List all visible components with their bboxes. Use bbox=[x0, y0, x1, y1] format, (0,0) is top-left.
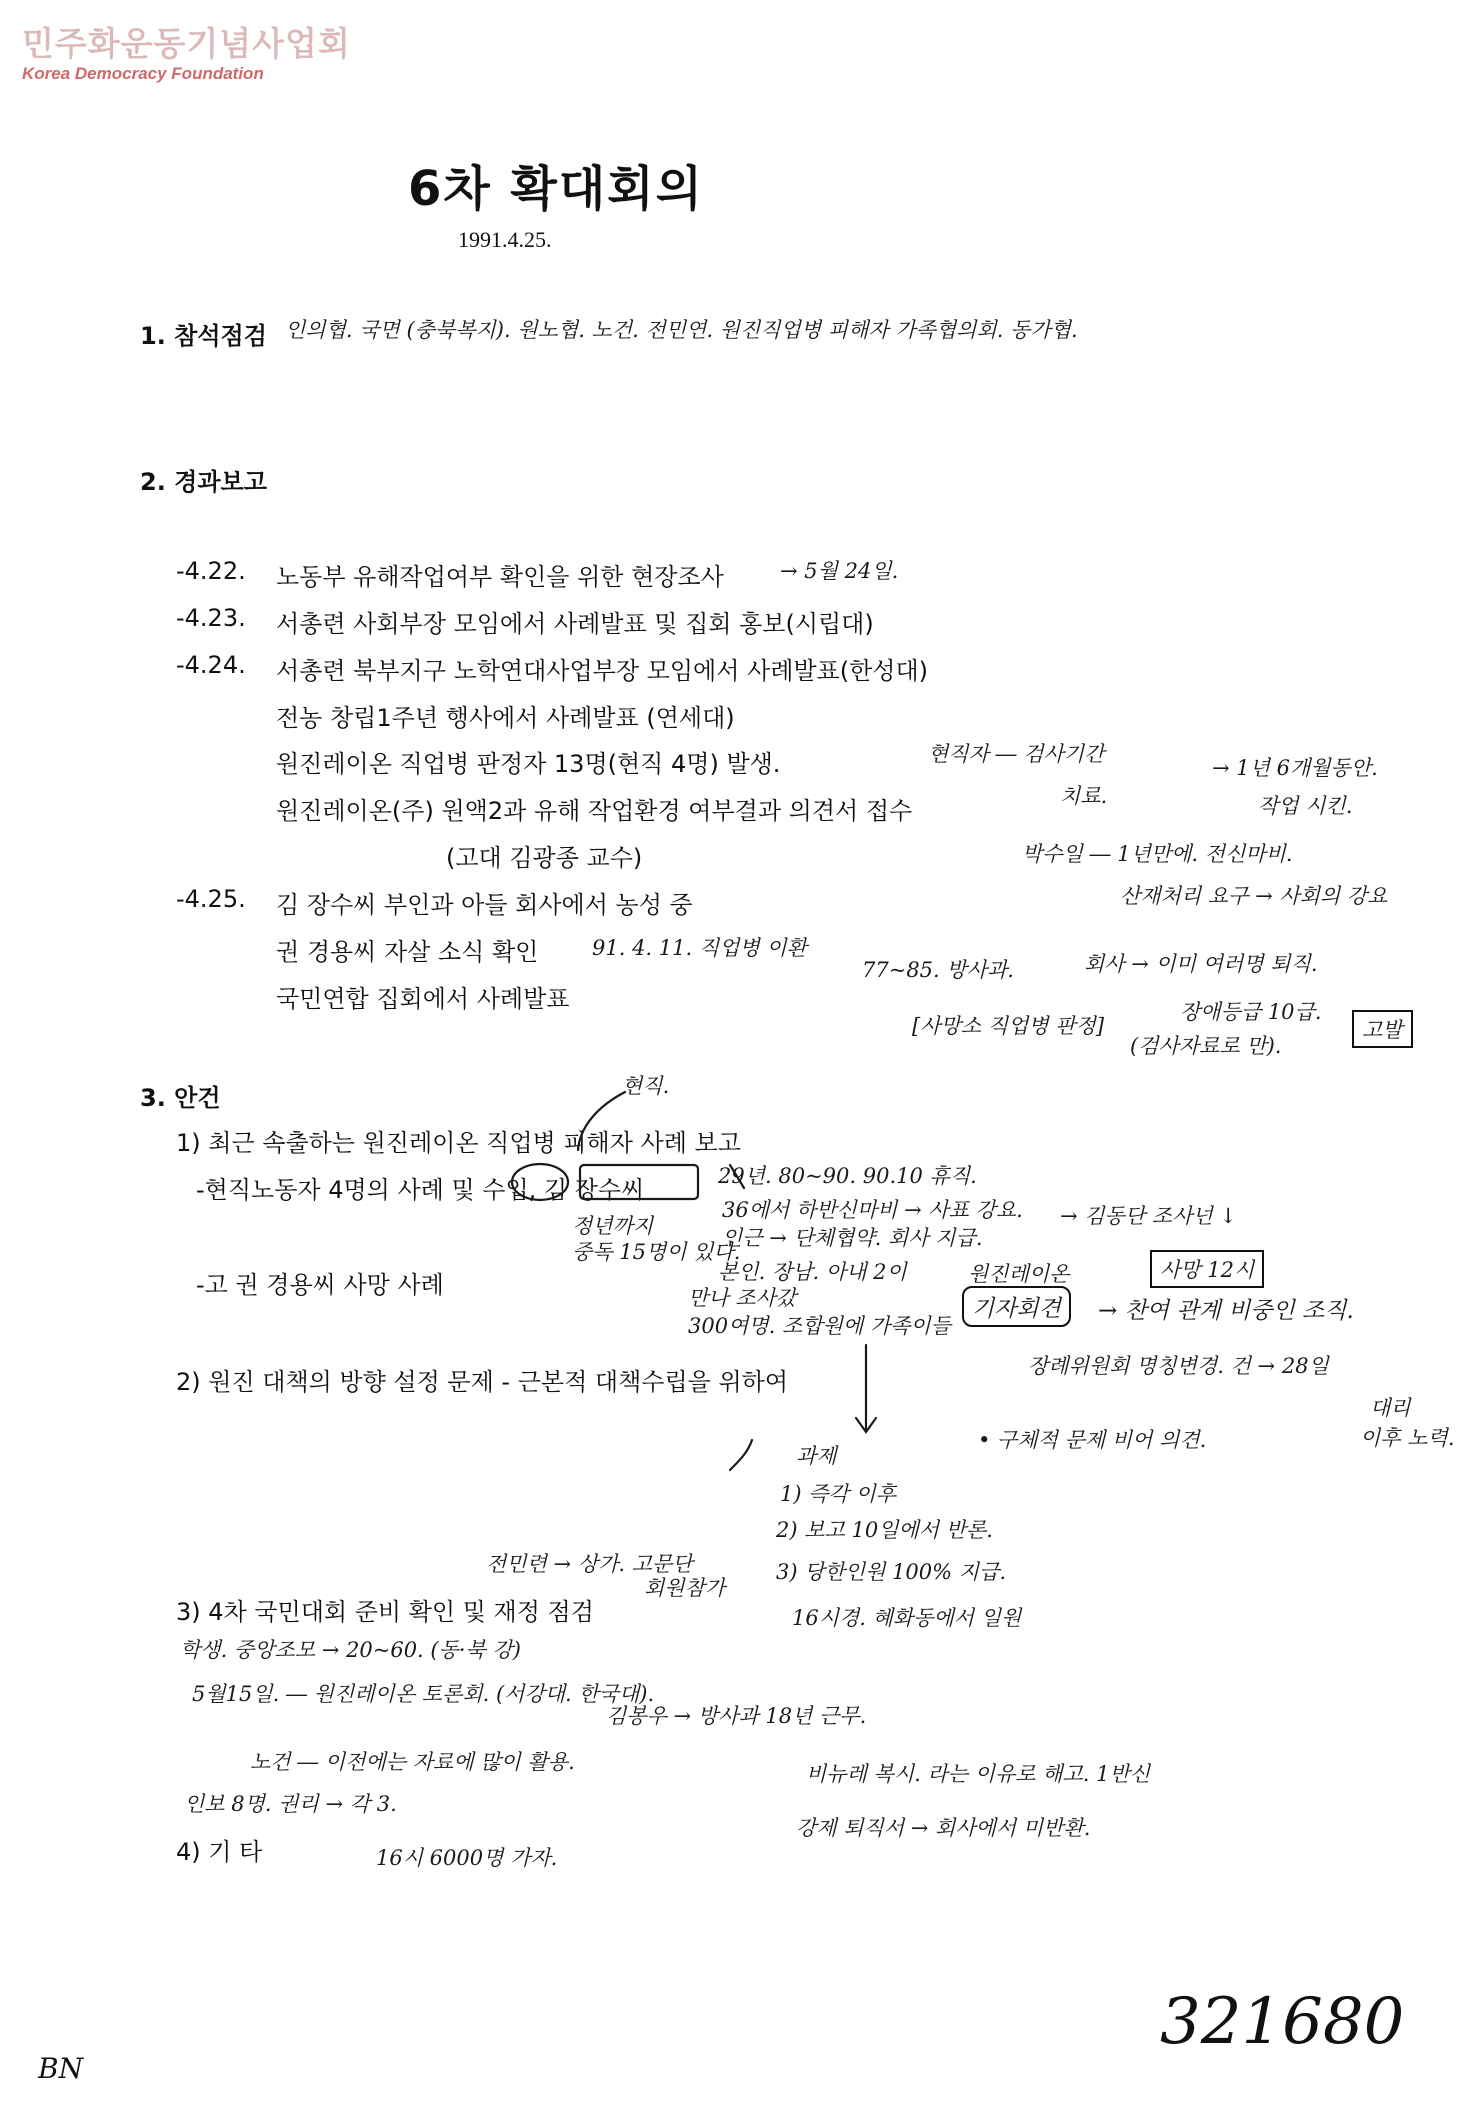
handwritten-note: 고발 bbox=[1352, 1010, 1413, 1048]
report-text: 원진레이온(주) 원액2과 유해 작업환경 여부결과 의견서 접수 bbox=[276, 797, 913, 825]
page-number: 321680 bbox=[1160, 1985, 1405, 2059]
handwritten-note: 대리 bbox=[1370, 1396, 1411, 1420]
handwritten-note: 현직자 ― 검사기간 bbox=[928, 742, 1105, 766]
handwritten-note: 비뉴레 복시. 라는 이유로 해고. 1반신 bbox=[806, 1762, 1151, 1786]
handwritten-note: 장례위원회 명칭변경. 건 → 28일 bbox=[1028, 1354, 1329, 1378]
handwritten-note: 정년까지 bbox=[572, 1214, 654, 1238]
handwritten-note: → 김동단 조사넌 ↓ bbox=[1060, 1204, 1237, 1228]
report-date: -4.25. bbox=[176, 885, 246, 913]
report-text: 국민연합 집회에서 사례발표 bbox=[276, 985, 570, 1013]
agenda-item: 2) 원진 대책의 방향 설정 문제 - 근본적 대책수립을 위하여 bbox=[176, 1368, 788, 1396]
report-text: 김 장수씨 부인과 아들 회사에서 농성 중 bbox=[276, 891, 693, 919]
handwritten-note: 과제 bbox=[796, 1444, 837, 1468]
handwritten-note: 2) 보고 10일에서 반론. bbox=[776, 1518, 993, 1542]
handwritten-note: 1) 즉각 이후 bbox=[780, 1482, 897, 1506]
handwritten-note: 인보 8명. 권리 → 각 3. bbox=[184, 1792, 397, 1816]
report-text: 원진레이온 직업병 판정자 13명(현직 4명) 발생. bbox=[276, 750, 781, 778]
handwritten-note: 300여명. 조합원에 가족이들 bbox=[688, 1314, 951, 1338]
handwritten-note: 기자회견 bbox=[962, 1286, 1071, 1327]
handwritten-note: 전민련 → 상가. 고문단 bbox=[486, 1552, 693, 1576]
report-text: 권 경용씨 자살 소식 확인 bbox=[276, 938, 539, 966]
report-text: 서총련 사회부장 모임에서 사례발표 및 집회 홍보(시립대) bbox=[276, 610, 874, 638]
report-text: 전농 창립1주년 행사에서 사례발표 (연세대) bbox=[276, 704, 735, 732]
handwritten-note: 회원참가 bbox=[644, 1576, 726, 1600]
handwritten-note: 인근 → 단체협약. 회사 지급. bbox=[722, 1226, 983, 1250]
watermark-english: Korea Democracy Foundation bbox=[22, 64, 264, 83]
agenda-item: -고 권 경용씨 사망 사례 bbox=[196, 1271, 444, 1299]
handwritten-note: [사망소 직업병 판정] bbox=[912, 1014, 1105, 1038]
handwritten-note: 김봉우 → 방사과 18년 근무. bbox=[606, 1704, 867, 1728]
document-date: 1991.4.25. bbox=[458, 227, 552, 252]
handwritten-note: 치료. bbox=[1060, 784, 1108, 808]
handwritten-note: 77~85. 방사과. bbox=[862, 958, 1014, 982]
agenda-item: 4) 기 타 bbox=[176, 1838, 263, 1866]
handwritten-note: 사망 12시 bbox=[1150, 1250, 1264, 1288]
handwritten-note: 3) 당한인원 100% 지급. bbox=[776, 1560, 1007, 1584]
handwritten-note: 원진레이온 bbox=[968, 1262, 1070, 1286]
handwritten-note: 회사 → 이미 여러명 퇴직. bbox=[1084, 952, 1318, 976]
report-date: -4.23. bbox=[176, 604, 246, 632]
attendance-note: 인의협. 국면 (충북복지). 원노협. 노건. 전민연. 원진직업병 피해자 가족협의회. 동가협. bbox=[285, 318, 1078, 342]
handwritten-note: 중독 15명이 있다. bbox=[572, 1240, 741, 1264]
handwritten-note: 5월15일. ― 원진레이온 토론회. (서강대. 한국대). bbox=[192, 1682, 655, 1706]
pen-circle bbox=[512, 1164, 568, 1200]
handwritten-note: 박수일 ― 1년만에. 전신마비. bbox=[1022, 842, 1293, 866]
handwritten-note: 작업 시킨. bbox=[1258, 794, 1353, 818]
handwritten-note: • 구체적 문제 비어 의견. bbox=[978, 1428, 1207, 1452]
handwritten-note: 36에서 하반신마비 → 사표 강요. bbox=[722, 1198, 1023, 1222]
handwritten-note: 만나 조사갔 bbox=[688, 1286, 797, 1310]
agenda-item: -현직노동자 4명의 사례 및 수입, 김 장수씨 bbox=[196, 1176, 645, 1204]
handwritten-note: 본인. 장남. 아내 2이 bbox=[718, 1260, 907, 1284]
handwritten-note: 학생. 중앙조모 → 20~60. (동·북 강) bbox=[180, 1638, 521, 1662]
handwritten-note: (검사자료로 만). bbox=[1130, 1034, 1282, 1058]
section-progress-report: 2. 경과보고 bbox=[140, 468, 267, 496]
report-date: -4.22. bbox=[176, 557, 246, 585]
handwritten-note: 노건 ― 이전에는 자료에 많이 활용. bbox=[250, 1750, 575, 1774]
handwritten-note: → 1년 6개월동안. bbox=[1212, 756, 1378, 780]
pen-arrow bbox=[730, 1440, 752, 1470]
handwritten-note: 16시경. 혜화동에서 일원 bbox=[792, 1606, 1022, 1630]
agenda-item: 1) 최근 속출하는 원진레이온 직업병 피해자 사례 보고 bbox=[176, 1129, 741, 1157]
handwritten-note: → 찬여 관계 비중인 조직. bbox=[1098, 1298, 1354, 1324]
watermark-korean: 민주화운동기념사업회 bbox=[22, 24, 351, 63]
pen-arrow bbox=[578, 1092, 625, 1150]
report-note: 91. 4. 11. 직업병 이환 bbox=[592, 936, 807, 960]
handwritten-note: 강제 퇴직서 → 회사에서 미반환. bbox=[796, 1816, 1091, 1840]
handwritten-note: 장애등급 10급. bbox=[1180, 1000, 1322, 1024]
handwritten-note: 이후 노력. bbox=[1360, 1426, 1455, 1450]
document-title: 6차 확대회의 bbox=[408, 161, 704, 217]
handwritten-note: 29년. 80~90. 90.10 휴직. bbox=[718, 1164, 977, 1188]
section-attendance: 1. 참석점검 bbox=[140, 322, 267, 350]
pen-arrow bbox=[730, 1165, 744, 1188]
pen-box bbox=[580, 1165, 698, 1199]
agenda-item: 3) 4차 국민대회 준비 확인 및 재정 점검 bbox=[176, 1598, 594, 1626]
report-text: (고대 김광종 교수) bbox=[446, 844, 643, 872]
report-text: 서총련 북부지구 노학연대사업부장 모임에서 사례발표(한성대) bbox=[276, 657, 929, 685]
corner-mark: BN bbox=[38, 2052, 84, 2085]
handwritten-note: 16시 6000명 가자. bbox=[376, 1846, 558, 1870]
handwritten-note: 산재처리 요구 → 사회의 강요 bbox=[1120, 884, 1388, 908]
report-note: → 5월 24일. bbox=[780, 559, 899, 583]
report-text: 노동부 유해작업여부 확인을 위한 현장조사 bbox=[276, 563, 724, 591]
section-agenda: 3. 안건 bbox=[140, 1084, 221, 1112]
report-date: -4.24. bbox=[176, 651, 246, 679]
handwritten-note: 현직. bbox=[622, 1074, 670, 1098]
